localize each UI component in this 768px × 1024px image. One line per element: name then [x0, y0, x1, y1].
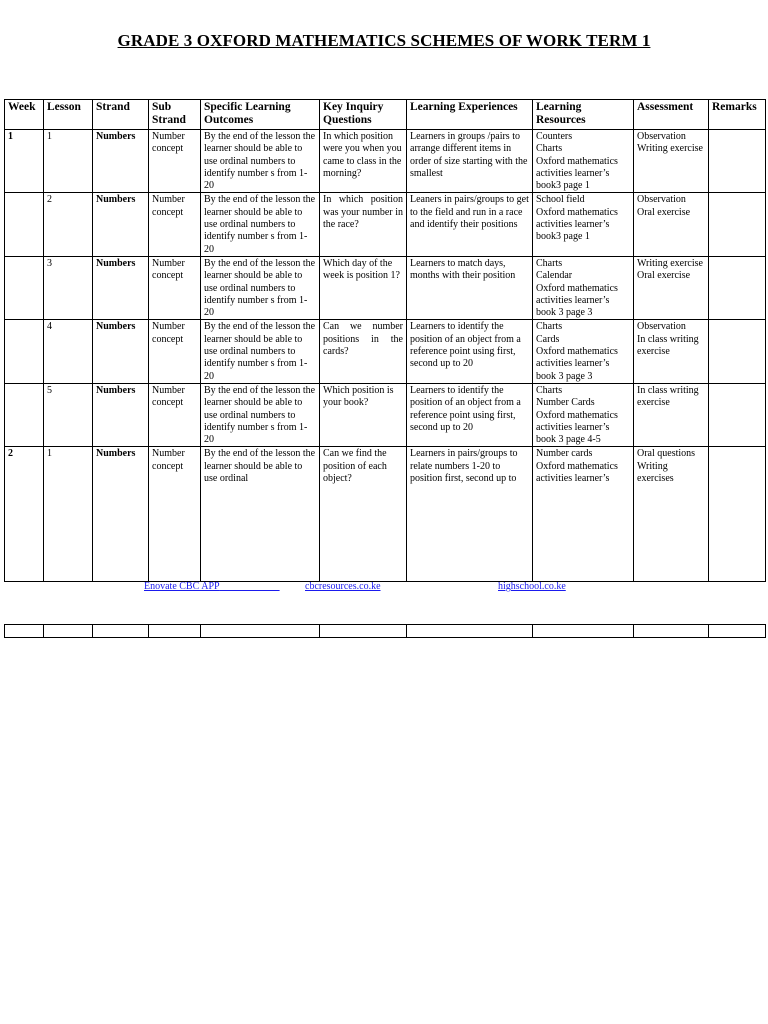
- assessment-item: Observation: [637, 321, 686, 333]
- resources-cell: [533, 320, 634, 383]
- week-cell: 1: [5, 130, 44, 193]
- resource-item: Charts: [536, 384, 563, 396]
- resources-cell: [533, 193, 634, 256]
- lesson-cell: 5: [44, 383, 93, 446]
- table-row: [5, 130, 766, 193]
- strand-cell: Numbers: [93, 320, 149, 383]
- resource-item: Cards: [536, 333, 560, 345]
- sub-strand-cell: Number concept: [149, 256, 201, 319]
- empty-cell: [5, 625, 44, 638]
- lesson-cell: 4: [44, 320, 93, 383]
- resource-item: Number Cards: [536, 397, 595, 409]
- table-row: [5, 320, 766, 383]
- sub-strand-cell: Number concept: [149, 447, 201, 582]
- strand-cell: Numbers: [93, 193, 149, 256]
- experiences-cell: Learners to identify the position of an object from a reference point using first, second up to 20: [407, 320, 533, 383]
- resource-item: Charts: [536, 143, 563, 155]
- resource-item: Counters: [536, 131, 573, 142]
- assessment-item: Oral exercise: [637, 206, 691, 218]
- outcomes-cell: By the end of the lesson the learner should be able to use ordinal: [201, 447, 320, 582]
- empty-cell: [201, 625, 320, 638]
- footer-link-cbcresources[interactable]: cbcresources.co.ke: [305, 581, 381, 592]
- resource-item: Oxford mathematics activities learner’s book3 page 1: [536, 155, 618, 192]
- footer-link-enovate[interactable]: Enovate CBC APP: [144, 581, 220, 592]
- strand-cell: Numbers: [93, 130, 149, 193]
- assessment-cell: [634, 130, 709, 193]
- assessment-cell: [634, 320, 709, 383]
- col-header-strand: Strand: [93, 100, 149, 130]
- empty-cell: [149, 625, 201, 638]
- assessment-item: Writing exercise: [637, 143, 703, 155]
- col-header-sub-strand: Sub Strand: [149, 100, 201, 130]
- remarks-cell: [709, 320, 766, 383]
- resource-item: Charts: [536, 321, 563, 333]
- resource-item: Oxford mathematics activities learner’s book 3 page 4-5: [536, 409, 618, 446]
- empty-cell: [407, 625, 533, 638]
- assessment-item: Observation: [637, 131, 686, 142]
- sub-strand-cell: Number concept: [149, 383, 201, 446]
- resource-item: Oxford mathematics activities learner’s book3 page 1: [536, 206, 618, 243]
- week-cell: [5, 320, 44, 383]
- assessment-item: Observation: [637, 194, 686, 206]
- lesson-cell: 1: [44, 130, 93, 193]
- questions-cell: Which position is your book?: [320, 383, 407, 446]
- footer-link-highschool[interactable]: highschool.co.ke: [498, 581, 566, 592]
- sub-strand-cell: Number concept: [149, 130, 201, 193]
- resources-cell: [533, 256, 634, 319]
- sub-strand-cell: Number concept: [149, 320, 201, 383]
- resource-item: Oxford mathematics activities learner’s book 3 page 3: [536, 346, 618, 382]
- empty-cell: [93, 625, 149, 638]
- resources-cell: [533, 130, 634, 193]
- assessment-item: Oral exercise: [637, 270, 691, 282]
- assessment-item: Writing exercises: [637, 460, 674, 485]
- lesson-cell: 3: [44, 256, 93, 319]
- lesson-cell: 1: [44, 447, 93, 582]
- strand-cell: Numbers: [93, 256, 149, 319]
- table-row: [5, 447, 766, 582]
- week-cell: [5, 256, 44, 319]
- remarks-cell: [709, 383, 766, 446]
- empty-cell: [320, 625, 407, 638]
- outcomes-cell: By the end of the lesson the learner should be able to use ordinal numbers to identify number s from 1-20: [201, 256, 320, 319]
- questions-cell: Which day of the week is position 1?: [320, 256, 407, 319]
- strand-cell: Numbers: [93, 447, 149, 582]
- assessment-cell: [634, 256, 709, 319]
- assessment-item: In class writing exercise: [637, 333, 699, 358]
- resources-cell: [533, 383, 634, 446]
- col-header-week: Week: [5, 100, 44, 130]
- empty-table-row: [4, 624, 766, 638]
- table-row: [5, 383, 766, 446]
- col-header-assessment: Assessment: [634, 100, 709, 130]
- assessment-cell: [634, 447, 709, 582]
- assessment-cell: [634, 193, 709, 256]
- empty-cell: [709, 625, 766, 638]
- questions-cell: In which position were you when you came to class in the morning?: [320, 130, 407, 193]
- assessment-item: Writing exercise: [637, 257, 703, 269]
- empty-cell: [533, 625, 634, 638]
- page-title: GRADE 3 OXFORD MATHEMATICS SCHEMES OF WORK TERM 1: [117, 31, 651, 50]
- col-header-lesson: Lesson: [44, 100, 93, 130]
- assessment-item: Oral questions: [637, 448, 696, 460]
- col-header-questions: Key Inquiry Questions: [320, 100, 407, 130]
- table-row: [5, 256, 766, 319]
- experiences-cell: Leaners in pairs/groups to get to the field and run in a race and identify their positions: [407, 193, 533, 256]
- questions-cell: Can we find the position of each object?: [320, 447, 407, 582]
- col-header-remarks: Remarks: [709, 100, 766, 130]
- table-row: [5, 193, 766, 256]
- resource-item: Oxford mathematics activities learner’s: [536, 460, 618, 485]
- sub-strand-cell: Number concept: [149, 193, 201, 256]
- experiences-cell: Learners in pairs/groups to relate numbers 1-20 to position first, second up to: [407, 447, 533, 582]
- outcomes-cell: By the end of the lesson the learner should be able to use ordinal numbers to identify number s from 1-20: [201, 193, 320, 256]
- assessment-item: In class writing exercise: [637, 384, 699, 409]
- resource-item: Charts: [536, 257, 563, 269]
- week-cell: 2: [5, 447, 44, 582]
- resource-item: Oxford mathematics activities learner’s book 3 page 3: [536, 282, 618, 319]
- table-header-row: [5, 100, 766, 130]
- empty-cell: [44, 625, 93, 638]
- outcomes-cell: By the end of the lesson the learner should be able to use ordinal numbers to identify number s from 1-20: [201, 130, 320, 193]
- resources-cell: [533, 447, 634, 582]
- empty-cell: [634, 625, 709, 638]
- experiences-cell: Learners in groups /pairs to arrange different items in order of size starting with the smallest: [407, 130, 533, 193]
- week-cell: [5, 193, 44, 256]
- experiences-cell: Learners to identify the position of an object from a reference point using first, second up to 20: [407, 383, 533, 446]
- remarks-cell: [709, 193, 766, 256]
- remarks-cell: [709, 256, 766, 319]
- questions-cell: In which position was your number in the race?: [320, 193, 407, 256]
- assessment-cell: [634, 383, 709, 446]
- outcomes-cell: By the end of the lesson the learner should be able to use ordinal numbers to identify number s from 1-20: [201, 320, 320, 383]
- lesson-cell: 2: [44, 193, 93, 256]
- outcomes-cell: By the end of the lesson the learner should be able to use ordinal numbers to identify number s from 1-20: [201, 383, 320, 446]
- questions-cell: Can we number positions in the cards?: [320, 320, 407, 383]
- col-header-resources: Learning Resources: [533, 100, 634, 130]
- remarks-cell: [709, 447, 766, 582]
- schemes-table: [4, 99, 766, 582]
- col-header-experiences: Learning Experiences: [407, 100, 533, 130]
- resource-item: Calendar: [536, 270, 573, 282]
- remarks-cell: [709, 130, 766, 193]
- col-header-outcomes: Specific Learning Outcomes: [201, 100, 320, 130]
- experiences-cell: Learners to match days, months with their position: [407, 256, 533, 319]
- strand-cell: Numbers: [93, 383, 149, 446]
- resource-item: Number cards: [536, 448, 593, 460]
- week-cell: [5, 383, 44, 446]
- resource-item: School field: [536, 194, 585, 206]
